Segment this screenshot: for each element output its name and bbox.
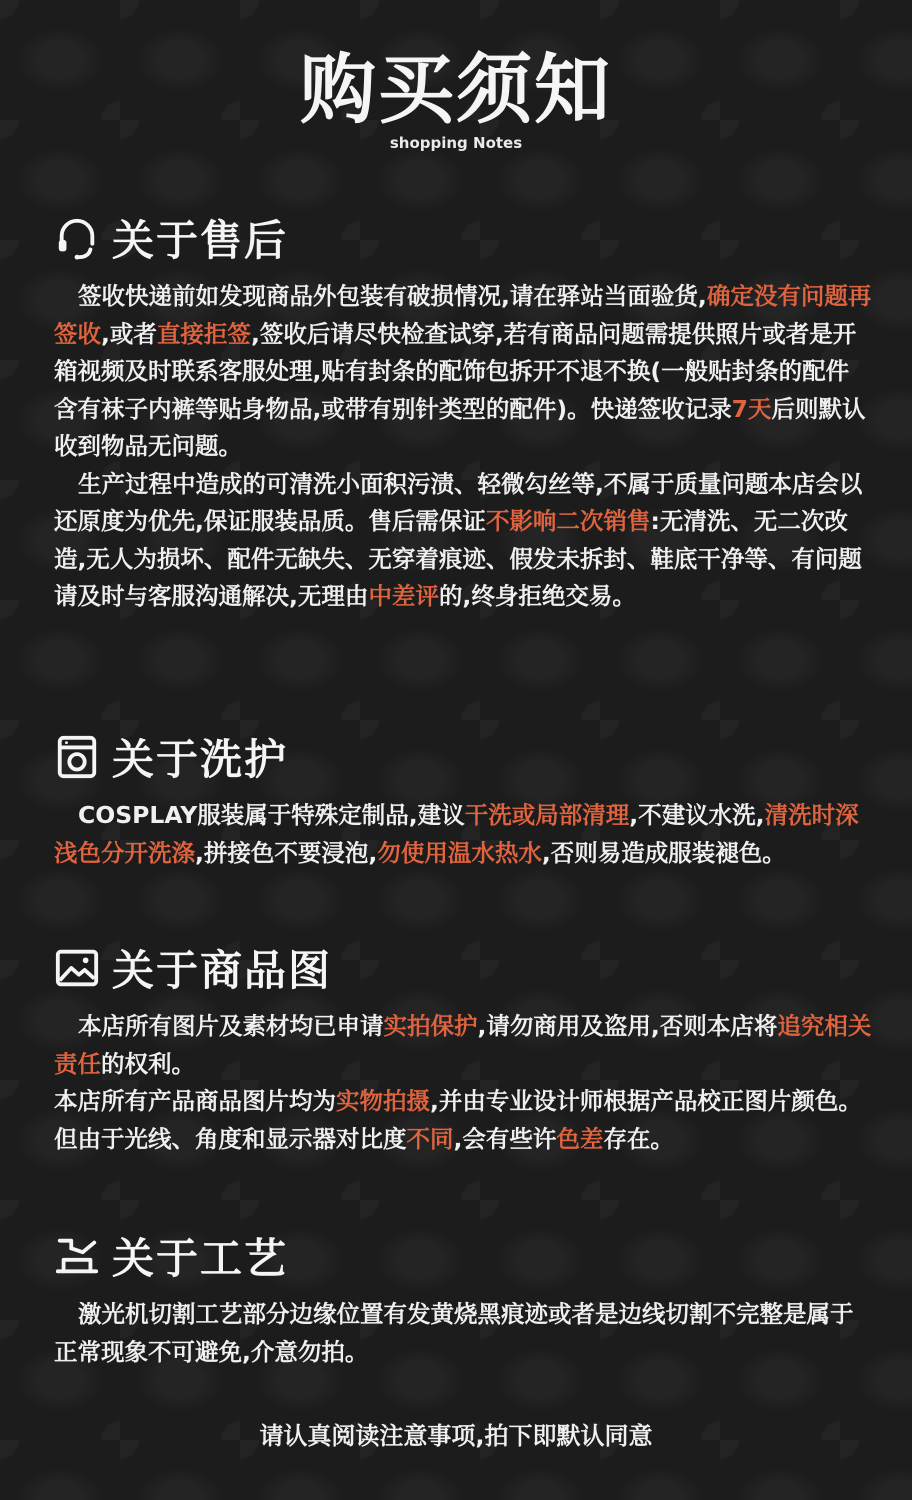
highlight-text: 实物拍摄	[336, 1087, 430, 1115]
washing-machine-icon	[54, 734, 100, 780]
highlight-text: 干洗或局部清理	[464, 801, 630, 829]
highlight-text: 实拍保护	[383, 1012, 478, 1040]
headset-icon	[54, 215, 100, 261]
highlight-text: 确定没有问题再签收	[54, 282, 872, 348]
paragraph	[54, 1083, 872, 1158]
footer-notice: 请认真阅读注意事项,拍下即默认同意	[259, 1422, 653, 1450]
text-segment: 签收快递前如发现商品外包装有破损情况,请在驿站当面验货,	[78, 282, 707, 310]
page-subtitle: shopping Notes	[389, 134, 523, 152]
text-segment: ,并由专业设计师根据产品校正图片颜色。但由于光线、角度和显示器对比度	[54, 1087, 862, 1153]
paragraph	[54, 797, 872, 872]
page-header	[0, 45, 912, 152]
text-segment: 本店所有产品商品图片均为	[54, 1087, 336, 1115]
section-body	[54, 797, 872, 872]
section-body	[54, 1296, 872, 1371]
page-title: 购买须知	[300, 45, 612, 134]
section-product-images	[54, 938, 872, 1158]
text-segment: 生产过程中造成的可清洗小面积污渍、轻微勾丝等,不属于质量问题本店会以还原度为优先,保证服装品质。售后需保证	[54, 469, 863, 535]
text-segment: ,会有些许	[453, 1124, 557, 1153]
paragraph	[54, 1008, 872, 1083]
text-segment: 本店所有图片及素材均已申请	[78, 1012, 384, 1040]
text-segment: 存在。	[603, 1124, 674, 1153]
highlight-text: 勿使用温水热水	[377, 838, 542, 867]
text-segment: ,请勿商用及盗用,否则本店将	[477, 1012, 778, 1040]
highlight-text: 不同	[406, 1124, 454, 1153]
text-segment: ,拼接色不要浸泡,	[195, 838, 378, 867]
paragraph	[54, 466, 872, 616]
section-body	[54, 1008, 872, 1158]
text-segment: ,不建议水洗,	[629, 801, 765, 829]
laser-cutter-icon	[54, 1233, 100, 1279]
section-title: 关于洗护	[112, 735, 289, 784]
paragraph	[54, 278, 872, 466]
highlight-text: 不影响二次销售	[485, 507, 651, 535]
highlight-text: 中差评	[368, 582, 439, 610]
section-title: 关于商品图	[112, 946, 333, 995]
section-header	[54, 727, 872, 787]
paragraph	[54, 1296, 872, 1371]
text-segment: ,或者	[101, 319, 157, 348]
section-care	[54, 727, 872, 872]
section-header	[54, 1226, 872, 1286]
section-body	[54, 278, 872, 616]
highlight-text: 色差	[556, 1124, 604, 1153]
text-segment: 的,终身拒绝交易。	[438, 582, 636, 610]
section-title: 关于售后	[112, 216, 289, 265]
section-header	[54, 208, 872, 268]
text-segment: 后则默认收到物品无问题。	[54, 394, 866, 460]
section-header	[54, 938, 872, 998]
highlight-text: 7天	[731, 394, 772, 423]
highlight-text: 清洗时深浅色分开洗涤	[54, 801, 859, 867]
text-segment: 激光机切割工艺部分边缘位置有发黄烧黑痕迹或者是边线切割不完整是属于正常现象不可避免,介意勿拍。	[54, 1300, 854, 1366]
section-after-sales	[54, 208, 872, 616]
text-segment: COSPLAY服装属于特殊定制品,建议	[78, 801, 465, 829]
text-segment: ,签收后请尽快检查试穿,若有商品问题需提供照片或者是开箱视频及时联系客服处理,贴有封条的配饰包拆开不退不换(一般贴封条的配件含有袜子内裤等贴身物品,或带有别针类型的配件)。快递签收记录	[54, 319, 857, 423]
text-segment: :无清洗、无二次改造,无人为损坏、配件无缺失、无穿着痕迹、假发未拆封、鞋底干净等、有问题请及时与客服沟通解决,无理由	[54, 507, 862, 610]
text-segment: 的权利。	[101, 1049, 195, 1078]
text-segment: ,否则易造成服装褪色。	[541, 838, 786, 867]
section-craft	[54, 1226, 872, 1371]
highlight-text: 追究相关责任	[54, 1012, 872, 1078]
image-icon	[54, 945, 100, 991]
section-title: 关于工艺	[112, 1234, 289, 1283]
highlight-text: 直接拒签	[156, 319, 251, 348]
